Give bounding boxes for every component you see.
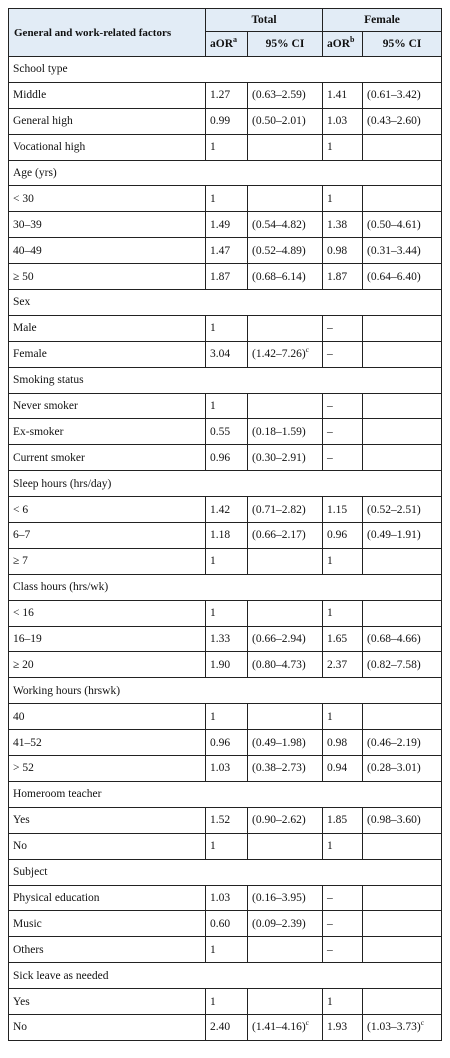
footnote-c: c: [420, 1018, 425, 1028]
total-ci-cell: (0.68–6.14): [248, 264, 323, 290]
total-ci-cell: [248, 704, 323, 730]
section-row: [9, 160, 442, 186]
aor-female-label: aOR: [327, 38, 351, 50]
table-row: [9, 1014, 442, 1040]
female-aor-cell: 0.96: [323, 523, 363, 549]
female-ci-cell: [363, 1014, 442, 1040]
total-header: Total: [206, 9, 323, 32]
category-cell: Physical education: [9, 885, 206, 911]
table-row: [9, 82, 442, 108]
female-aor-cell: 1.65: [323, 626, 363, 652]
female-ci-cell: [363, 937, 442, 963]
total-ci-cell-value: (1.42–7.26): [252, 348, 306, 361]
table-row: [9, 341, 442, 367]
section-row: [9, 57, 442, 83]
category-cell: Ex-smoker: [9, 419, 206, 445]
category-cell: General high: [9, 108, 206, 134]
female-ci-cell: (0.82–7.58): [363, 652, 442, 678]
female-ci-cell: [363, 445, 442, 471]
female-aor-cell: –: [323, 885, 363, 911]
female-ci-cell: [363, 600, 442, 626]
category-cell: ≥ 7: [9, 548, 206, 574]
total-aor-cell: 0.55: [206, 419, 248, 445]
table-row: [9, 445, 442, 471]
section-label: Smoking status: [9, 367, 442, 393]
total-ci-cell: [248, 600, 323, 626]
table-header: [9, 9, 442, 57]
table-row: [9, 548, 442, 574]
female-aor-cell: 1: [323, 989, 363, 1015]
female-ci-cell: [363, 393, 442, 419]
total-ci-cell: (0.50–2.01): [248, 108, 323, 134]
category-cell: < 30: [9, 186, 206, 212]
total-ci-cell: (0.66–2.17): [248, 523, 323, 549]
category-cell: Vocational high: [9, 134, 206, 160]
table-row: [9, 911, 442, 937]
section-row: [9, 678, 442, 704]
category-cell: ≥ 50: [9, 264, 206, 290]
total-aor-cell: 1: [206, 134, 248, 160]
female-header: Female: [323, 9, 442, 32]
total-aor-cell: 0.60: [206, 911, 248, 937]
category-cell: Middle: [9, 82, 206, 108]
female-aor-cell: 1.87: [323, 264, 363, 290]
table-row: [9, 238, 442, 264]
female-ci-cell: (0.50–4.61): [363, 212, 442, 238]
total-ci-cell: [248, 1014, 323, 1040]
table-row: [9, 186, 442, 212]
female-aor-cell: 1.41: [323, 82, 363, 108]
aor-female-header: [323, 32, 363, 57]
table-row: [9, 885, 442, 911]
table-row: [9, 704, 442, 730]
section-label: Age (yrs): [9, 160, 442, 186]
total-aor-cell: 1.52: [206, 807, 248, 833]
total-aor-cell: 1.33: [206, 626, 248, 652]
category-cell: Never smoker: [9, 393, 206, 419]
category-cell: < 6: [9, 497, 206, 523]
section-label: Homeroom teacher: [9, 781, 442, 807]
female-aor-cell: –: [323, 315, 363, 341]
female-aor-cell: 2.37: [323, 652, 363, 678]
total-aor-cell: 1.03: [206, 756, 248, 782]
footnote-a: a: [233, 35, 237, 45]
section-label: Sex: [9, 290, 442, 316]
total-aor-cell: 1.42: [206, 497, 248, 523]
total-aor-cell: 1.03: [206, 885, 248, 911]
table-row: [9, 833, 442, 859]
section-label: Class hours (hrs/wk): [9, 574, 442, 600]
total-aor-cell: 1: [206, 600, 248, 626]
total-aor-cell: 1: [206, 937, 248, 963]
female-ci-cell: [363, 885, 442, 911]
female-ci-cell: [363, 911, 442, 937]
category-cell: No: [9, 833, 206, 859]
table-row: [9, 315, 442, 341]
female-aor-cell: 1: [323, 548, 363, 574]
section-label: School type: [9, 57, 442, 83]
total-aor-cell: 1.27: [206, 82, 248, 108]
section-label: Sleep hours (hrs/day): [9, 471, 442, 497]
female-ci-cell: (0.31–3.44): [363, 238, 442, 264]
total-aor-cell: 1.47: [206, 238, 248, 264]
total-aor-cell: 1.90: [206, 652, 248, 678]
total-aor-cell: 3.04: [206, 341, 248, 367]
section-row: [9, 574, 442, 600]
total-aor-cell: 1.18: [206, 523, 248, 549]
total-aor-cell: 1: [206, 548, 248, 574]
female-aor-cell: –: [323, 393, 363, 419]
total-ci-cell: (0.71–2.82): [248, 497, 323, 523]
section-label: Subject: [9, 859, 442, 885]
female-aor-cell: 1: [323, 600, 363, 626]
category-cell: > 52: [9, 756, 206, 782]
female-ci-cell: [363, 548, 442, 574]
total-aor-cell: 1: [206, 833, 248, 859]
table-row: [9, 937, 442, 963]
category-cell: Current smoker: [9, 445, 206, 471]
category-cell: Music: [9, 911, 206, 937]
female-aor-cell: 1.93: [323, 1014, 363, 1040]
total-aor-cell: 1: [206, 315, 248, 341]
female-ci-cell: (0.28–3.01): [363, 756, 442, 782]
total-aor-cell: 0.99: [206, 108, 248, 134]
category-cell: 40: [9, 704, 206, 730]
total-aor-cell: 0.96: [206, 730, 248, 756]
female-ci-cell: (0.52–2.51): [363, 497, 442, 523]
total-ci-cell: (0.66–2.94): [248, 626, 323, 652]
category-cell: 41–52: [9, 730, 206, 756]
female-aor-cell: 1.15: [323, 497, 363, 523]
female-aor-cell: 1: [323, 704, 363, 730]
female-aor-cell: –: [323, 341, 363, 367]
table-row: [9, 626, 442, 652]
ci-female-header: 95% CI: [363, 32, 442, 57]
table-row: [9, 264, 442, 290]
factors-header: General and work-related factors: [9, 9, 206, 57]
table-row: [9, 989, 442, 1015]
female-aor-cell: 0.94: [323, 756, 363, 782]
category-cell: 16–19: [9, 626, 206, 652]
total-ci-cell: (0.52–4.89): [248, 238, 323, 264]
category-cell: 6–7: [9, 523, 206, 549]
total-ci-cell: (0.54–4.82): [248, 212, 323, 238]
section-row: [9, 290, 442, 316]
aor-total-label: aOR: [210, 38, 233, 50]
total-ci-cell: (0.18–1.59): [248, 419, 323, 445]
female-aor-cell: –: [323, 419, 363, 445]
total-aor-cell: 1: [206, 186, 248, 212]
total-aor-cell: 2.40: [206, 1014, 248, 1040]
table-row: [9, 730, 442, 756]
female-aor-cell: 1: [323, 134, 363, 160]
female-ci-cell: [363, 186, 442, 212]
total-ci-cell: [248, 134, 323, 160]
female-aor-cell: –: [323, 445, 363, 471]
female-ci-cell: (0.49–1.91): [363, 523, 442, 549]
female-ci-cell: (0.46–2.19): [363, 730, 442, 756]
total-ci-cell: [248, 989, 323, 1015]
female-ci-cell: (0.61–3.42): [363, 82, 442, 108]
total-ci-cell: (0.38–2.73): [248, 756, 323, 782]
category-cell: 30–39: [9, 212, 206, 238]
table-body: [9, 57, 442, 1041]
female-ci-cell: [363, 704, 442, 730]
female-aor-cell: –: [323, 911, 363, 937]
total-ci-cell: (0.16–3.95): [248, 885, 323, 911]
female-ci-cell: (0.64–6.40): [363, 264, 442, 290]
total-aor-cell: 1: [206, 704, 248, 730]
total-ci-cell: [248, 186, 323, 212]
total-aor-cell: 1.49: [206, 212, 248, 238]
total-ci-cell: (0.30–2.91): [248, 445, 323, 471]
total-ci-cell: (0.90–2.62): [248, 807, 323, 833]
total-ci-cell: [248, 833, 323, 859]
table-row: [9, 523, 442, 549]
female-ci-cell: (0.98–3.60): [363, 807, 442, 833]
female-aor-cell: 1: [323, 833, 363, 859]
section-row: [9, 963, 442, 989]
section-row: [9, 781, 442, 807]
total-aor-cell: 1.87: [206, 264, 248, 290]
category-cell: Yes: [9, 807, 206, 833]
total-ci-cell: (0.63–2.59): [248, 82, 323, 108]
footnote-c: c: [305, 345, 310, 355]
category-cell: Male: [9, 315, 206, 341]
table-row: [9, 807, 442, 833]
aor-total-header: [206, 32, 248, 57]
table-row: [9, 212, 442, 238]
table-row: [9, 134, 442, 160]
total-ci-cell: (0.09–2.39): [248, 911, 323, 937]
female-ci-cell: [363, 315, 442, 341]
table-row: [9, 419, 442, 445]
total-ci-cell: [248, 548, 323, 574]
category-cell: 40–49: [9, 238, 206, 264]
female-aor-cell: 1: [323, 186, 363, 212]
section-row: [9, 471, 442, 497]
table-row: [9, 108, 442, 134]
female-aor-cell: –: [323, 937, 363, 963]
total-aor-cell: 1: [206, 989, 248, 1015]
total-ci-cell: [248, 341, 323, 367]
table-row: [9, 393, 442, 419]
table-row: [9, 652, 442, 678]
section-label: Working hours (hrswk): [9, 678, 442, 704]
table-row: [9, 600, 442, 626]
category-cell: No: [9, 1014, 206, 1040]
female-aor-cell: 1.85: [323, 807, 363, 833]
total-ci-cell: [248, 937, 323, 963]
female-ci-cell: (0.68–4.66): [363, 626, 442, 652]
total-ci-cell-value: (1.41–4.16): [252, 1021, 306, 1034]
female-ci-cell: [363, 989, 442, 1015]
section-row: [9, 367, 442, 393]
section-label: Sick leave as needed: [9, 963, 442, 989]
footnote-c: c: [305, 1018, 310, 1028]
female-ci-cell-value: (1.03–3.73): [367, 1021, 421, 1034]
category-cell: ≥ 20: [9, 652, 206, 678]
female-ci-cell: [363, 341, 442, 367]
header-row-groups: [9, 9, 442, 32]
total-ci-cell: [248, 393, 323, 419]
female-aor-cell: 1.03: [323, 108, 363, 134]
female-aor-cell: 1.38: [323, 212, 363, 238]
total-ci-cell: (0.49–1.98): [248, 730, 323, 756]
table-row: [9, 756, 442, 782]
section-row: [9, 859, 442, 885]
ci-total-header: 95% CI: [248, 32, 323, 57]
female-ci-cell: [363, 134, 442, 160]
results-table: [8, 8, 442, 1041]
female-ci-cell: [363, 419, 442, 445]
table-row: [9, 497, 442, 523]
category-cell: Yes: [9, 989, 206, 1015]
total-aor-cell: 0.96: [206, 445, 248, 471]
female-ci-cell: [363, 833, 442, 859]
female-aor-cell: 0.98: [323, 730, 363, 756]
female-ci-cell: (0.43–2.60): [363, 108, 442, 134]
female-aor-cell: 0.98: [323, 238, 363, 264]
footnote-b: b: [350, 35, 355, 45]
total-ci-cell: [248, 315, 323, 341]
total-ci-cell: (0.80–4.73): [248, 652, 323, 678]
category-cell: Others: [9, 937, 206, 963]
category-cell: < 16: [9, 600, 206, 626]
total-aor-cell: 1: [206, 393, 248, 419]
category-cell: Female: [9, 341, 206, 367]
